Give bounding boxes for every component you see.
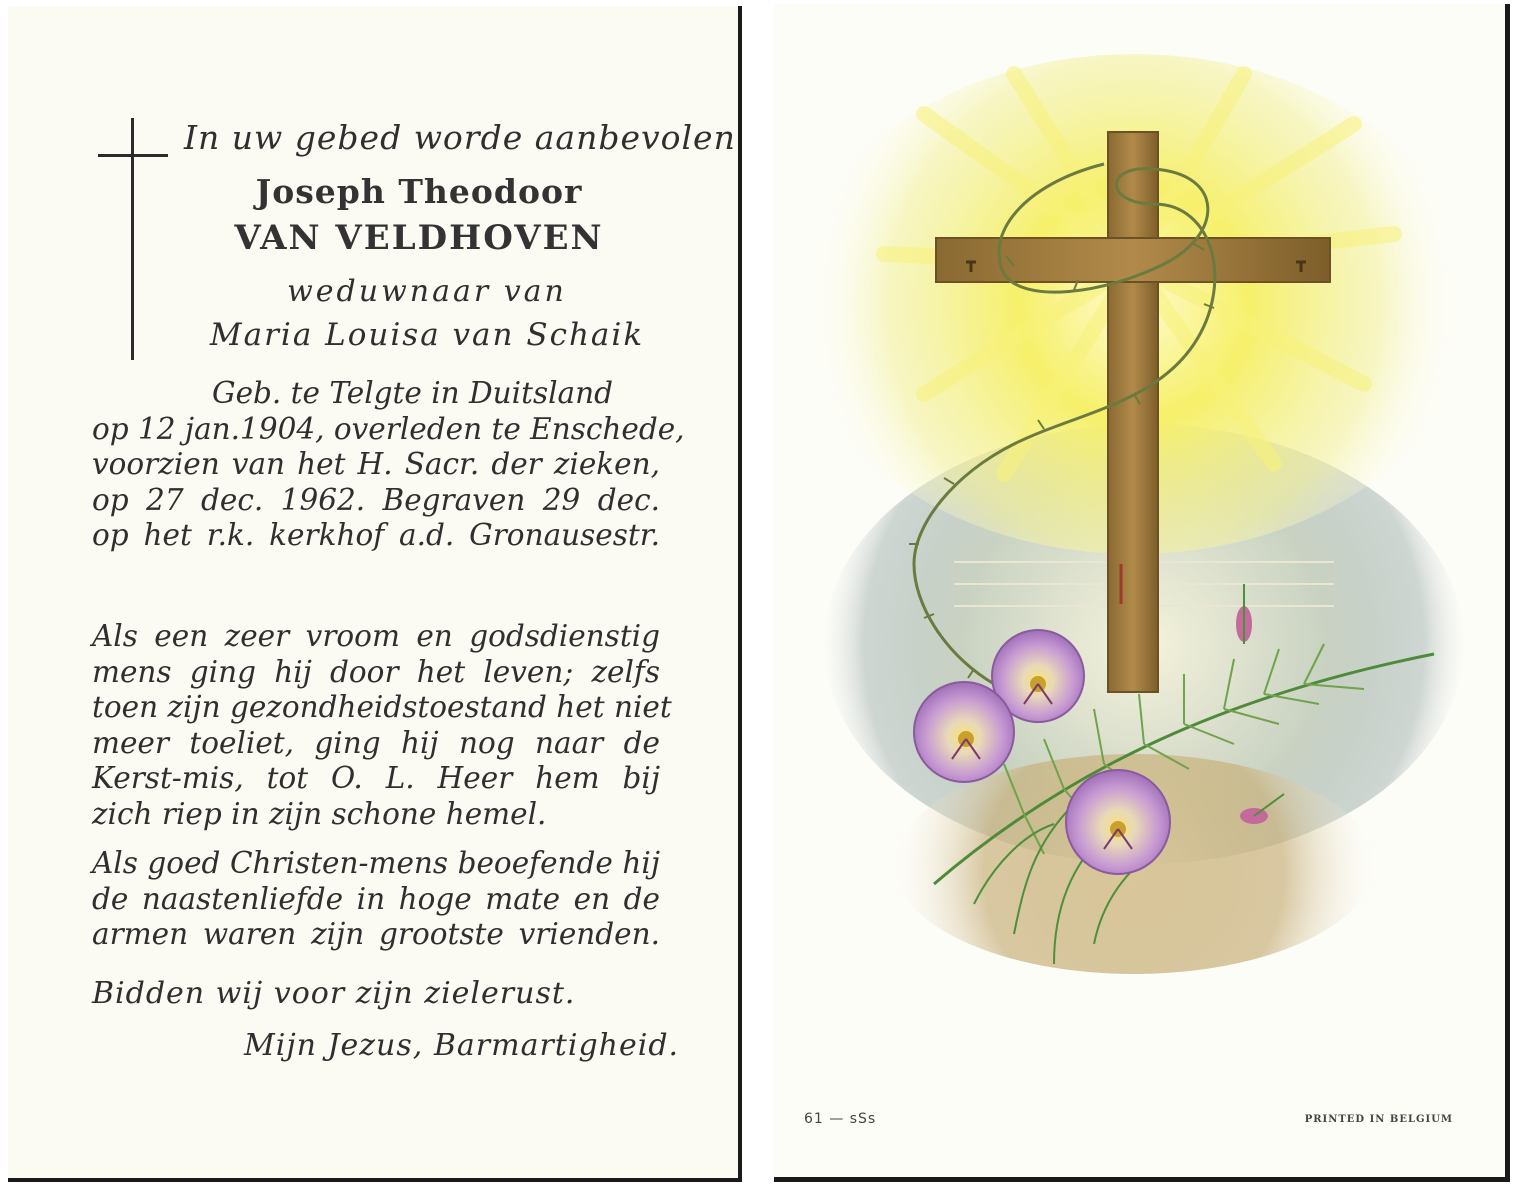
tribute-line: Als goed Christen-mens beoefende hij — [92, 846, 660, 880]
closing-invocation: Mijn Jezus, Barmartigheid. — [244, 1028, 680, 1063]
bio-line: op 27 dec. 1962. Begraven 29 dec. — [92, 482, 660, 517]
printer-imprint: PRINTED IN BELGIUM — [1304, 1114, 1453, 1125]
deceased-first-names: Joseph Theodoor — [255, 172, 583, 211]
deceased-surname: VAN VELDHOVEN — [234, 218, 604, 258]
tribute-line: zich riep in zijn schone hemel. — [92, 796, 547, 831]
bio-line: voorzien van het H. Sacr. der zieken, — [92, 447, 660, 481]
bio-line: op het r.k. kerkhof a.d. Gronausestr. — [92, 518, 660, 552]
tribute-paragraph-1 — [92, 619, 672, 832]
card-series-code: 61 — sSs — [804, 1111, 877, 1127]
prayer-line: Bidden wij voor zijn zielerust. — [92, 976, 576, 1011]
tribute-line: de naastenliefde in hoge mate en de — [92, 881, 660, 916]
intro-line: In uw gebed worde aanbevolen — [184, 118, 736, 157]
memorial-card-text-side — [8, 6, 742, 1182]
bio-line: Geb. te Telgte in Duitsland — [212, 376, 614, 410]
tribute-line: Kerst-mis, tot O. L. Heer hem bij — [92, 761, 660, 795]
spouse-name: Maria Louisa van Schaik — [209, 317, 645, 353]
tribute-line: armen waren zijn grootste vrienden. — [92, 917, 660, 951]
bio-line: op 12 jan.1904, overleden te Enschede, — [92, 411, 685, 446]
tribute-line: mens ging hij door het leven; zelfs — [92, 654, 660, 689]
biography-block — [92, 376, 685, 554]
cross-illustration — [774, 4, 1505, 1094]
relation-line: weduwnaar van — [287, 274, 567, 309]
tribute-paragraph-2 — [92, 846, 660, 953]
tribute-line: Als een zeer vroom en godsdienstig — [92, 619, 660, 653]
tribute-line: meer toeliet, ging hij nog naar de — [92, 725, 660, 760]
tribute-line: toen zijn gezondheidstoestand het niet — [92, 690, 672, 724]
memorial-card-image-side — [774, 4, 1510, 1182]
